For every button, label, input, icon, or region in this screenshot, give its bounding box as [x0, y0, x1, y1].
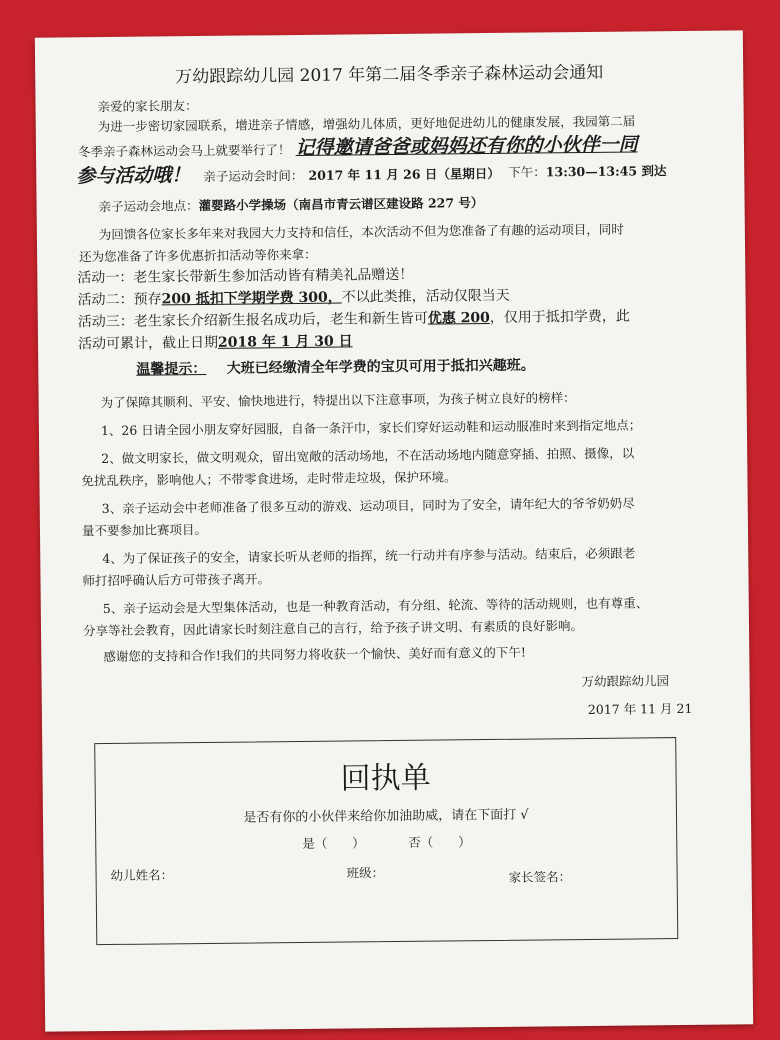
pm-time — [508, 161, 666, 181]
activity-3-deadline: 2018 年 1 月 30 日 — [217, 333, 353, 351]
time-label: 亲子运动会时间： — [203, 167, 304, 184]
rule-3-line-2: 量不要参加比赛项目。 — [81, 521, 208, 539]
parent-sign-label: 家长签名： — [508, 869, 572, 885]
activity-2-prefix: 活动二：预存 — [77, 291, 162, 309]
intro-line-1: 为进一步密切家园联系，增进亲子情感，增强幼儿体质，更好地促进幼儿的健康发展，我园第二届 — [97, 113, 636, 135]
rule-3-line-1: 3、亲子运动会中老师准备了很多互动的游戏、运动项目，同时为了安全，请年纪大的爷爷奶奶尽 — [101, 495, 635, 517]
rule-5-line-2: 分享等社会教育，因此请家长时刻注意自己的言行，给予孩子讲文明、有素质的良好影响。 — [82, 618, 584, 639]
thanks-line-2: 还为您准备了许多优惠折扣活动等你来拿： — [79, 246, 317, 265]
rule-2-line-2: 免扰乱秩序，影响他人；不带零食进场，走时带走垃圾，保护环境。 — [81, 469, 457, 489]
intro-line-2 — [78, 129, 638, 162]
activity-1: 活动一：老生家长带新生参加活动皆有精美礼品赠送！ — [77, 266, 414, 287]
receipt-question: 是否有你的小伙伴来给你加油助威，请在下面打 √ — [243, 807, 529, 826]
location-label: 亲子运动会地点： — [98, 198, 199, 215]
activity-2-bold: 200 抵扣下学期学费 300， — [161, 289, 342, 308]
activity-3-suffix: ，仅用于抵扣学费，此 — [489, 308, 630, 326]
activity-3-line-2 — [78, 330, 353, 353]
greeting: 亲爱的家长朋友： — [97, 98, 198, 115]
rule-4-line-2: 师打招呼确认后方可带孩子离开。 — [82, 571, 271, 589]
tip-text: 大班已经缴清全年学费的宝贝可用于抵扣兴趣班。 — [226, 357, 535, 377]
location-row — [98, 193, 483, 215]
notice-date: 2017 年 11 月 21 — [587, 700, 693, 717]
no-checkbox[interactable]: 否（ ） — [408, 834, 471, 850]
yes-checkbox[interactable]: 是（ ） — [302, 835, 365, 851]
signature: 万幼跟踪幼儿园 — [581, 673, 670, 690]
class-label: 班级： — [346, 865, 385, 881]
child-name-label: 幼儿姓名： — [110, 867, 174, 883]
pm-label: 下午： — [508, 164, 546, 180]
activity-3 — [78, 306, 630, 332]
receipt-title: 回执单 — [340, 760, 431, 797]
activity-2-suffix: 不以此类推，活动仅限当天 — [341, 287, 510, 306]
highlight-line-1: 记得邀请爸爸或妈妈还有你的小伙伴一同 — [295, 133, 638, 160]
activity-3-prefix: 活动三：老生家长介绍新生报名成功后，老生和新生皆可 — [77, 310, 428, 331]
notice-title: 万幼跟踪幼儿园 2017 年第二届冬季亲子森林运动会通知 — [175, 62, 604, 88]
receipt-form — [94, 737, 678, 945]
rules-intro: 为了保障其顺利、平安、愉快地进行，特提出以下注意事项，为孩子树立良好的榜样： — [100, 390, 576, 411]
activity-2 — [77, 285, 509, 310]
intro-plain: 冬季亲子森林运动会马上就要举行了！ — [77, 142, 291, 160]
rule-5-line-1: 5、亲子运动会是大型集体活动，也是一种教育活动，有分组、轮流、等待的活动规则，也有尊重、 — [102, 595, 649, 617]
rule-4-line-1: 4、为了保证孩子的安全，请家长听从老师的指挥，统一行动并有序参与活动。结束后，必须跟老 — [102, 545, 636, 567]
activity-3-bold: 优惠 200 — [427, 309, 490, 327]
highlight-line-2-row — [76, 157, 500, 188]
time-value: 2017 年 11 月 26 日（星期日） — [308, 165, 500, 183]
highlight-line-2: 参与活动哦！ — [76, 164, 191, 188]
rule-2-line-1: 2、做文明家长，做文明观众，留出宽敞的活动场地，不在活动场地内随意穿插、拍照、摄像，以 — [101, 445, 635, 467]
notice-paper — [35, 30, 753, 1031]
location-value: 灌婴路小学操场（南昌市青云谱区建设路 227 号） — [198, 195, 484, 214]
pm-value: 13:30—13:45 到达 — [545, 163, 667, 180]
closing-line: 感谢您的支持和合作!我们的共同努力将收获一个愉快、美好而有意义的下午! — [103, 644, 526, 665]
activity-3-line-2-prefix: 活动可累计，截止日期 — [77, 334, 219, 353]
tip-label: 温馨提示： — [136, 360, 207, 378]
rule-1: 1、26 日请全园小朋友穿好园服，自备一条汗巾，家长们穿好运动鞋和运动服准时来到指定地点； — [100, 417, 642, 439]
thanks-line-1: 为回馈各位家长多年来对我园大力支持和信任，本次活动不但为您准备了有趣的运动项目，同时 — [98, 221, 624, 243]
tip-row — [136, 355, 535, 379]
